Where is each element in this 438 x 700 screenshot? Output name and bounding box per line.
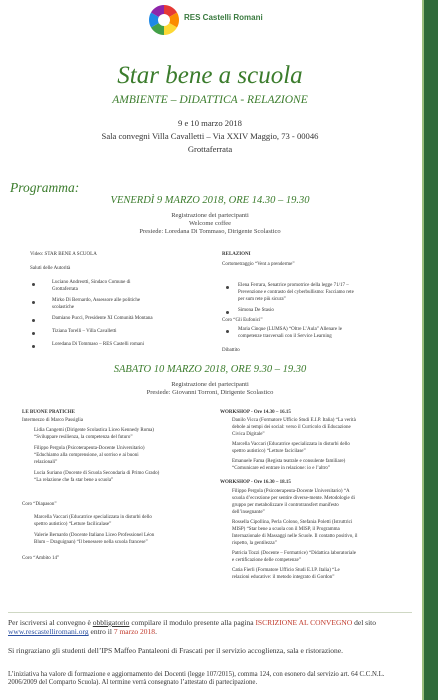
- event-dates: 9 e 10 marzo 2018: [178, 118, 242, 128]
- bullet-icon: [32, 332, 35, 335]
- footer-thanks: Si ringraziano gli studenti dell’IPS Maffeo Pantaleoni di Frascati per il servizio accoglienza, sala e ristorazione.: [8, 646, 343, 655]
- saluti-item: Tiziana Torelli – Villa Cavalletti: [52, 329, 117, 334]
- left-item: relazionali”: [34, 460, 58, 465]
- left-item: “Sviluppare resilienza, la competenza del futuro”: [34, 435, 133, 440]
- footer-deadline: 7 marzo 2018: [113, 627, 156, 637]
- side-stripe: [424, 0, 438, 700]
- left-item: Coro “Diapason”: [22, 502, 57, 507]
- footer-iscrizione-link[interactable]: ISCRIZIONE AL CONVEGNO: [255, 618, 353, 627]
- day2-registration: Registrazione dei partecipanti: [171, 381, 249, 388]
- footer-text: entro il: [88, 627, 114, 637]
- left-item: Blum – Draguignan) “Il benessere nella scuola francese”: [34, 540, 148, 545]
- bullet-icon: [32, 283, 35, 286]
- right-item: e certificazione delle competenze”: [232, 558, 301, 563]
- relazioni-item: Coro “Gli Eufonici”: [222, 318, 263, 323]
- relazioni-item: Simona De Stasio: [238, 308, 274, 313]
- right-item: Internazionale di Massaggi nelle Scuole. Il contatto positivo, il: [232, 534, 358, 539]
- relazioni-item: Elena Ferrara, Senatrice promotrice della legge 71/17 –: [238, 283, 349, 288]
- footer-divider: [8, 612, 412, 613]
- day1-video: Video: STAR BENE A SCUOLA: [30, 252, 97, 257]
- event-city: Grottaferrata: [187, 144, 233, 154]
- relazioni-item: Dibattito: [222, 348, 240, 353]
- right-item: “Comunicare ed entrare in relazione: io e l’altro”: [232, 466, 331, 471]
- event-venue: Sala convegni Villa Cavalletti – Via XXIV Maggio, 73 - 00046: [101, 131, 319, 141]
- left-item: Filippo Pergola (Psicoterapeuta-Docente Universitario): [34, 446, 145, 451]
- left-item: spettro autistico) “Letture facilicalase”: [34, 522, 112, 527]
- bullet-icon: [226, 286, 229, 289]
- saluti-item: Loredana Di Tommaso – RES Castelli romani: [52, 342, 145, 347]
- right-item: spettro autistico) “Letture facicilase”: [232, 449, 306, 454]
- right-item: Emanuele Fama (Regista teatrale e consulente familiare): [232, 459, 346, 464]
- right-item: Rossella Cipollina, Perla Colono, Stefania Poletti (Istruttrici: [232, 520, 353, 525]
- relazioni-item: per sum rete più sicura”: [238, 297, 286, 302]
- left-item: Marcella Vaccari (Educatrice specializzata in disturbi dello: [34, 515, 152, 520]
- intermezzo: Intermezzo di Marco Passiglia: [22, 418, 83, 423]
- right-item: Civica Digitale”: [232, 432, 265, 437]
- day2-heading: SABATO 10 MARZO 2018, ORE 9.30 – 19.30: [113, 364, 307, 375]
- saluti-heading: Saluti delle Autorità: [30, 266, 71, 271]
- saluti-item: Luciano Andreotti, Sindaco Comune di: [52, 280, 131, 285]
- day1-coffee: Welcome coffee: [188, 220, 232, 227]
- saluti-item: Damiano Pucci, Presidente XI Comunità Montana: [52, 316, 153, 321]
- left-item: “La relazione che fa star bene a scuola”: [34, 478, 114, 483]
- relazioni-heading: RELAZIONI: [222, 252, 251, 257]
- bullet-icon: [32, 319, 35, 322]
- programma-label: Programma:: [10, 180, 80, 195]
- website-link[interactable]: www.rescastelliromani.org: [8, 627, 89, 637]
- left-item: Lucia Suriano (Docente di Scuola Secondaria di Primo Grado): [34, 471, 160, 476]
- workshop2-heading: WORKSHOP - Ore 16.30 – 18.15: [220, 480, 291, 485]
- footer-text: .: [155, 627, 157, 637]
- footer-text: Per iscriversi al convegno è: [8, 618, 93, 627]
- right-item: Catia Fierli (Formatore Ufficio Studi E.I.P. Italia) “Le: [232, 568, 340, 573]
- right-item: MISP) “Star bene a scuola con il MISP, il Programma: [232, 527, 340, 532]
- bullet-icon: [226, 311, 229, 314]
- saluti-item: Mirko Di Bernardo, Assessore alle politiche: [52, 298, 141, 303]
- right-item: Patricia Tozzi (Docente – Formatrice) “Didattica laboratoriale: [232, 551, 356, 556]
- right-item: rispetto, la gentilezza”: [232, 541, 277, 546]
- buone-pratiche-heading: LE BUONE PRATICHE: [22, 410, 75, 415]
- saluti-item: Grottaferrata: [52, 287, 78, 292]
- saluti-item: scolastiche: [52, 305, 74, 310]
- bullet-icon: [226, 330, 229, 333]
- footer-text: compilare il modulo presente alla pagina: [129, 618, 256, 627]
- day2-chair: Presiede: Giovanni Torroni, Dirigente Scolastico: [146, 389, 274, 396]
- footer-accreditation: L’iniziativa ha valore di formazione e aggiornamento dei Docenti (legge 107/2015), comma 124, con esonero dal servizio art. 64 C.C.N.L. 2006/2009 del Comparto Scuola). Al termine verrà consegnato l’attestato di partecipazione.: [8, 671, 385, 687]
- day1-registration: Registrazione dei partecipanti: [171, 212, 249, 219]
- right-item: Filippo Pergola (Psicoterapeuta-Docente Universitario) “A: [232, 489, 350, 494]
- left-item: Lidia Cangemi (Dirigente Scolastica Liceo Kennedy Roma): [34, 428, 154, 433]
- bullet-icon: [32, 345, 35, 348]
- right-item: Marcella Vaccari (Educatrice specializzata in disturbi dello: [232, 442, 350, 447]
- right-item: dell’insegnante”: [232, 510, 265, 515]
- right-item: debole ai tempi dei social: verso il Curricolo di Educazione: [232, 425, 351, 430]
- workshop1-heading: WORKSHOP - Ore 14.30 – 16.15: [220, 410, 291, 415]
- day1-chair: Presiede: Loredana Di Tommaso, Dirigente Scolastico: [139, 228, 281, 235]
- brand-name: RES Castelli Romani: [184, 13, 263, 22]
- right-item: Danilo Vicca (Formatore Ufficio Studi E.I.P. Italia) “La verità: [232, 418, 356, 423]
- left-item: Coro “Ambito 14”: [22, 556, 60, 561]
- left-item: “Educhiamo alla comprensione, al sorriso e ai buoni: [34, 453, 139, 458]
- right-item: scuola d’eccezione per sentire diverse-mente. Metodologie di: [232, 496, 355, 501]
- left-item: Valerie Bernardo (Docente Italiano Liceo Professionel Léon: [34, 533, 155, 538]
- bullet-icon: [32, 301, 35, 304]
- relazioni-item: Maria Cinque (LUMSA) “Oltre L’Aula” Allenare le: [238, 327, 342, 332]
- side-stripe-accent: [422, 0, 424, 700]
- day1-heading: VENERDÌ 9 MARZO 2018, ORE 14.30 – 19.30: [110, 195, 310, 206]
- cortometraggio: Cortometraggio “Vent a prenderme”: [222, 262, 295, 267]
- page-title: Star bene a scuola: [117, 62, 303, 89]
- footer-registration: [8, 618, 412, 637]
- right-item: relazioni educative: il metodo integrato di Gordon”: [232, 575, 335, 580]
- right-item: gruppo per metabolizzare il controtransfert manifesto: [232, 503, 339, 508]
- relazioni-item: competenze trasversali con il Service Learning: [238, 334, 332, 339]
- footer-obbligatorio: obbligatorio: [92, 618, 130, 627]
- relazioni-item: Prevenzione e contrasto del cyberbullismo: Facciamo rete: [238, 290, 354, 295]
- footer-text: del sito: [352, 618, 376, 627]
- page-subtitle: AMBIENTE – DIDATTICA - RELAZIONE: [112, 94, 308, 106]
- res-logo-icon: [148, 4, 180, 36]
